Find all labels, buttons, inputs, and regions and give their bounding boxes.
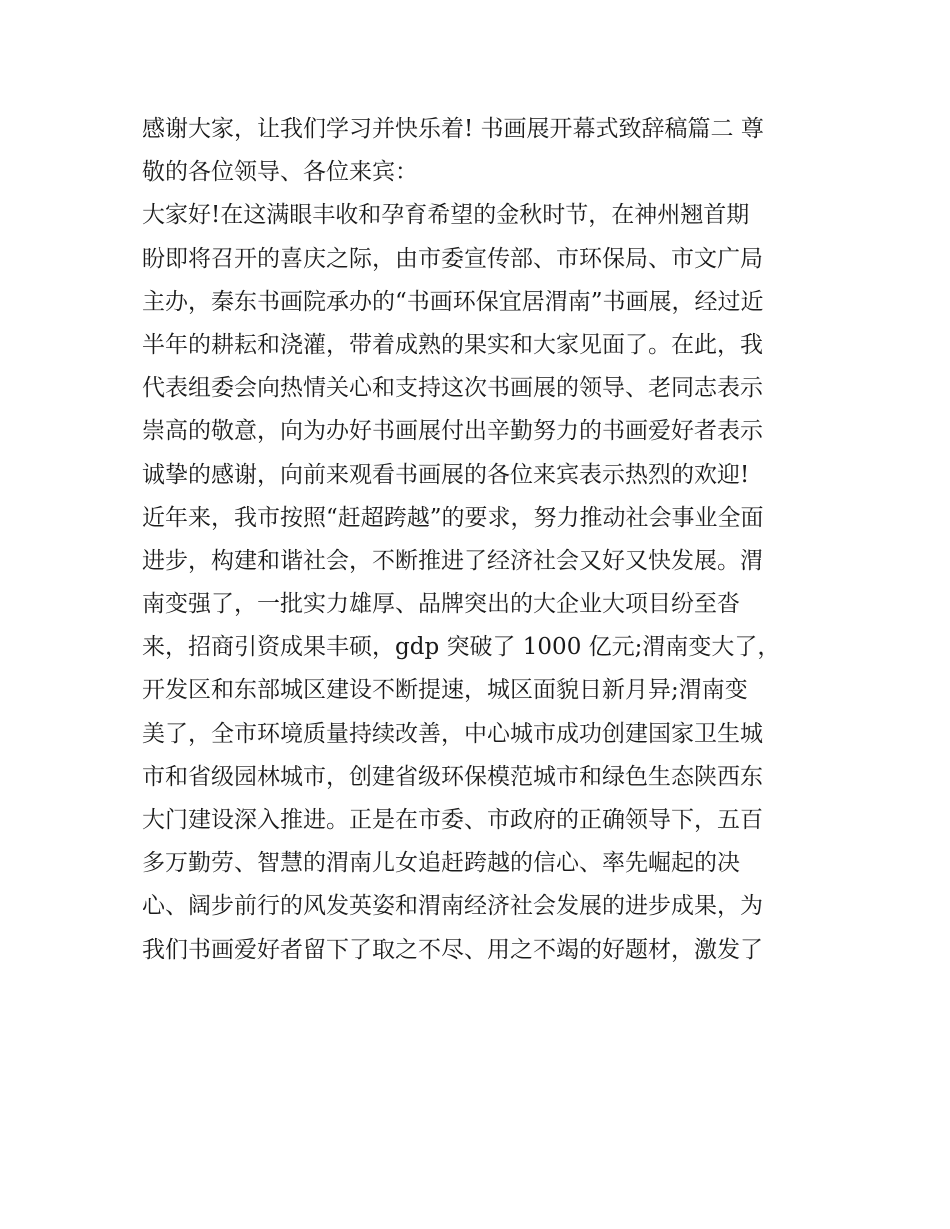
text-line: 我们书画爱好者留下了取之不尽、用之不竭的好题材，激发了	[142, 936, 763, 963]
text-line: 敬的各位领导、各位来宾：	[142, 159, 418, 186]
text-line: 半年的耕耘和浇灌，带着成熟的果实和大家见面了。在此，我	[142, 331, 763, 358]
text-line: 美了，全市环境质量持续改善，中心城市成功创建国家卫生城	[142, 720, 763, 747]
text-line: 主办，秦东书画院承办的“书画环保宜居渭南”书画展，经过近	[142, 288, 764, 315]
text-line: 大门建设深入推进。正是在市委、市政府的正确领导下，五百	[142, 807, 763, 833]
text-line: 市和省级园林城市，创建省级环保模范城市和绿色生态陕西东	[142, 763, 763, 790]
text-line: 诚挚的感谢，向前来观看书画展的各位来宾表示热烈的欢迎!	[142, 461, 750, 488]
text-line: 代表组委会向热情关心和支持这次书画展的领导、老同志表示	[142, 375, 763, 402]
text-line: 多万勤劳、智慧的渭南儿女追赶跨越的信心、率先崛起的决	[142, 850, 740, 877]
text-line: 近年来，我市按照“赶超跨越”的要求，努力推动社会事业全面	[142, 504, 764, 531]
text-line: 南变强了，一批实力雄厚、品牌突出的大企业大项目纷至沓	[142, 591, 740, 618]
text-line: 大家好!在这满眼丰收和孕育希望的金秋时节，在神州翘首期	[142, 202, 750, 229]
text-line: 开发区和东部城区建设不断提速，城区面貌日新月异;渭南变	[142, 677, 748, 704]
text-line: 进步，构建和谐社会，不断推进了经济社会又好又快发展。渭	[142, 547, 763, 574]
text-line: 崇高的敬意，向为办好书画展付出辛勤努力的书画爱好者表示	[142, 418, 763, 445]
text-line: 感谢大家，让我们学习并快乐着! 书画展开幕式致辞稿篇二 尊	[142, 116, 764, 142]
text-line: 来，招商引资成果丰硕，gdp 突破了 1000 亿元;渭南变大了，	[142, 634, 781, 661]
document-body	[142, 108, 822, 972]
text-line: 盼即将召开的喜庆之际，由市委宣传部、市环保局、市文广局	[142, 245, 763, 272]
text-line: 心、阔步前行的风发英姿和渭南经济社会发展的进步成果，为	[142, 893, 763, 920]
